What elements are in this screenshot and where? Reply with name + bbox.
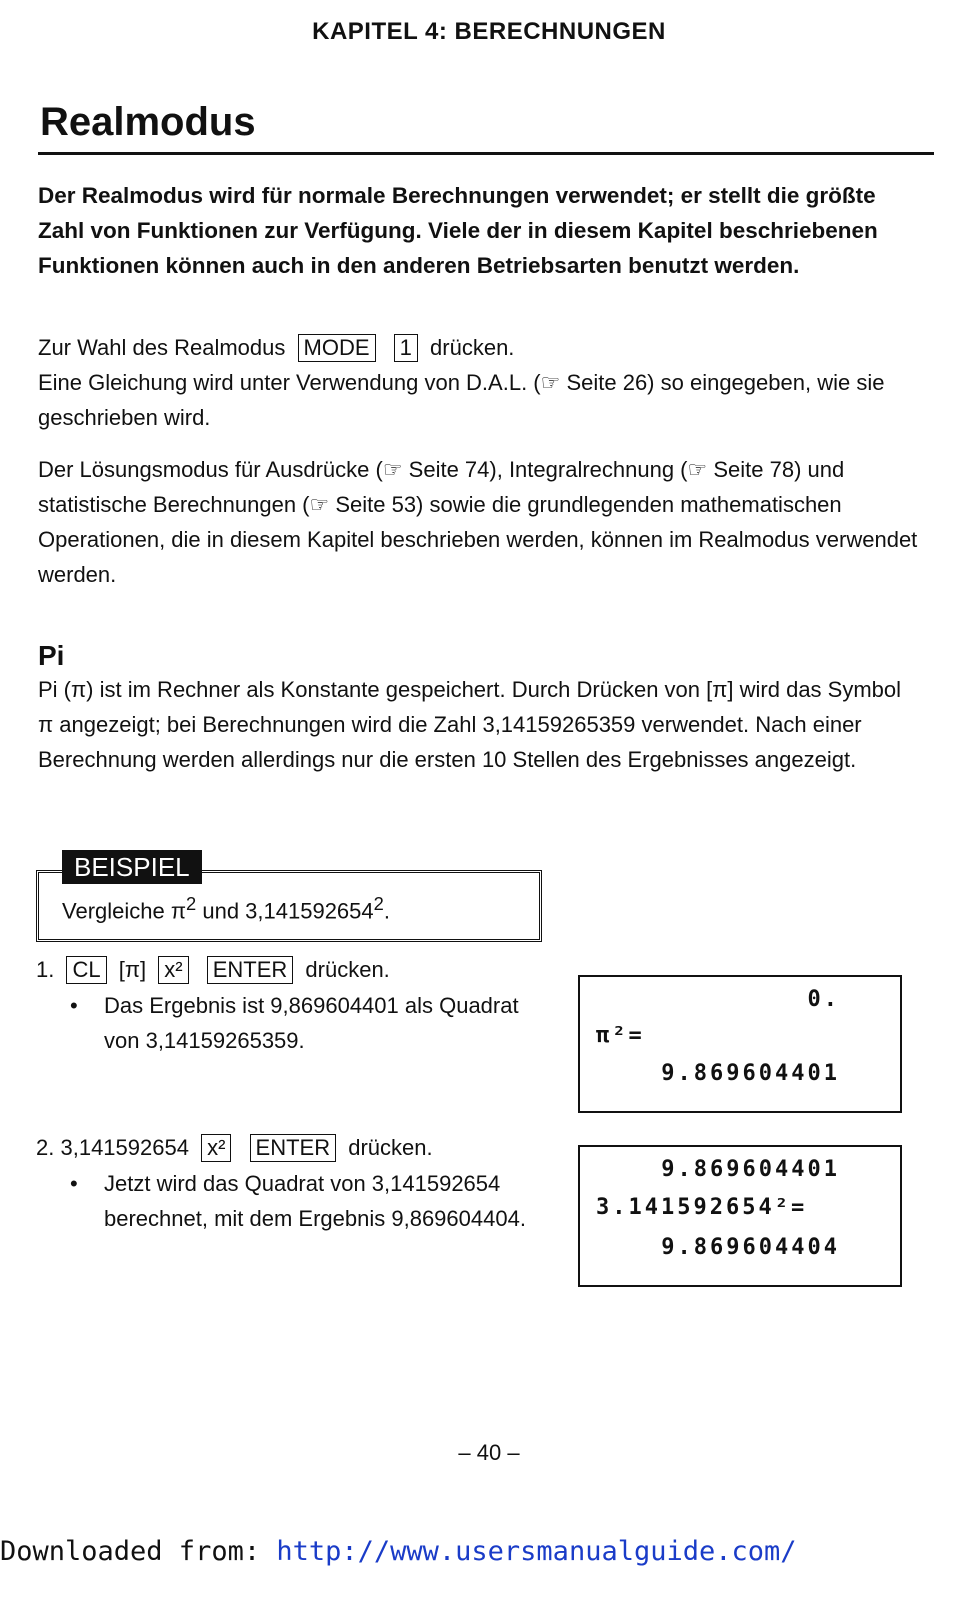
one-key: 1 xyxy=(394,334,418,362)
step-1-number: 1. xyxy=(36,957,55,982)
example-label: BEISPIEL xyxy=(62,850,202,884)
page-number: – 40 – xyxy=(458,1440,520,1465)
chapter-header: KAPITEL 4: BERECHNUNGEN xyxy=(312,18,666,45)
display-2-line-1: 9.869604401 xyxy=(661,1157,840,1182)
cl-key: CL xyxy=(66,956,106,984)
step-1-suffix: drücken. xyxy=(305,957,390,982)
mode-paragraph xyxy=(38,330,918,435)
pi-key: [π] xyxy=(118,957,147,982)
page-title: Realmodus xyxy=(40,100,256,144)
example-text-a: Vergleiche π xyxy=(62,898,187,924)
download-footer xyxy=(0,1536,797,1567)
example-sup-1: 2 xyxy=(186,893,197,914)
mode-suffix: drücken. xyxy=(430,335,515,360)
display-1-line-1: 0. xyxy=(807,987,840,1012)
bullet-dot: • xyxy=(70,993,78,1018)
intro-paragraph: Der Realmodus wird für normale Berechnungen verwendet; er stellt die größte Zahl von Funktionen zur Verfügung. Viele der in diesem Kapitel beschriebenen Funktionen können auch in den anderen Betriebsarten benutzt werden. xyxy=(38,183,878,278)
enter-key: ENTER xyxy=(250,1134,337,1162)
mode-prefix: Zur Wahl des Realmodus xyxy=(38,335,286,360)
example-text xyxy=(62,893,390,924)
step-1 xyxy=(36,952,390,987)
footer-link[interactable]: http://www.usersmanualguide.com/ xyxy=(276,1536,797,1567)
pi-heading: Pi xyxy=(38,640,65,671)
enter-key: ENTER xyxy=(207,956,294,984)
step-1-bullet xyxy=(70,988,540,1058)
modes-paragraph: Der Lösungsmodus für Ausdrücke (☞ Seite 74), Integralrechnung (☞ Seite 78) und statistische Berechnungen (☞ Seite 53) sowie die grundlegenden mathematischen Operationen, die in diesem Kapitel beschrieben werden, können im Realmodus verwendet werden. xyxy=(38,457,918,587)
step-2-suffix: drücken. xyxy=(348,1135,433,1160)
example-text-b: und 3,141592654 xyxy=(196,898,374,924)
title-divider xyxy=(38,152,934,155)
display-1-line-3: 9.869604401 xyxy=(661,1061,840,1086)
step-2-bullet xyxy=(70,1166,540,1236)
display-1-line-2: π²= xyxy=(596,1023,645,1048)
step-2-prefix: 3,141592654 xyxy=(60,1135,189,1160)
example-text-c: . xyxy=(383,898,390,924)
square-key: x² xyxy=(158,956,188,984)
calculator-display-1 xyxy=(578,975,902,1113)
display-2-line-2: 3.141592654²= xyxy=(596,1195,808,1220)
step-1-bullet-text: Das Ergebnis ist 9,869604401 als Quadrat von 3,14159265359. xyxy=(104,993,519,1053)
square-key: x² xyxy=(201,1134,231,1162)
calculator-display-2 xyxy=(578,1145,902,1287)
step-2-number: 2. xyxy=(36,1135,55,1160)
display-2-line-3: 9.869604404 xyxy=(661,1235,840,1260)
mode-key: MODE xyxy=(298,334,376,362)
dal-text: Eine Gleichung wird unter Verwendung von D.A.L. (☞ Seite 26) so eingegeben, wie sie geschrieben wird. xyxy=(38,370,885,430)
example-sup-2: 2 xyxy=(373,893,384,914)
step-2-bullet-text: Jetzt wird das Quadrat von 3,141592654 berechnet, mit dem Ergebnis 9,869604404. xyxy=(104,1171,526,1231)
step-2 xyxy=(36,1130,433,1165)
pi-paragraph: Pi (π) ist im Rechner als Konstante gespeichert. Durch Drücken von [π] wird das Symbol π angezeigt; bei Berechnungen wird die Zahl 3,14159265359 verwendet. Nach einer Berechnung werden allerdings nur die ersten 10 Stellen des Ergebnisses angezeigt. xyxy=(38,677,902,772)
bullet-dot: • xyxy=(70,1171,78,1196)
footer-prefix: Downloaded from: xyxy=(0,1536,277,1567)
